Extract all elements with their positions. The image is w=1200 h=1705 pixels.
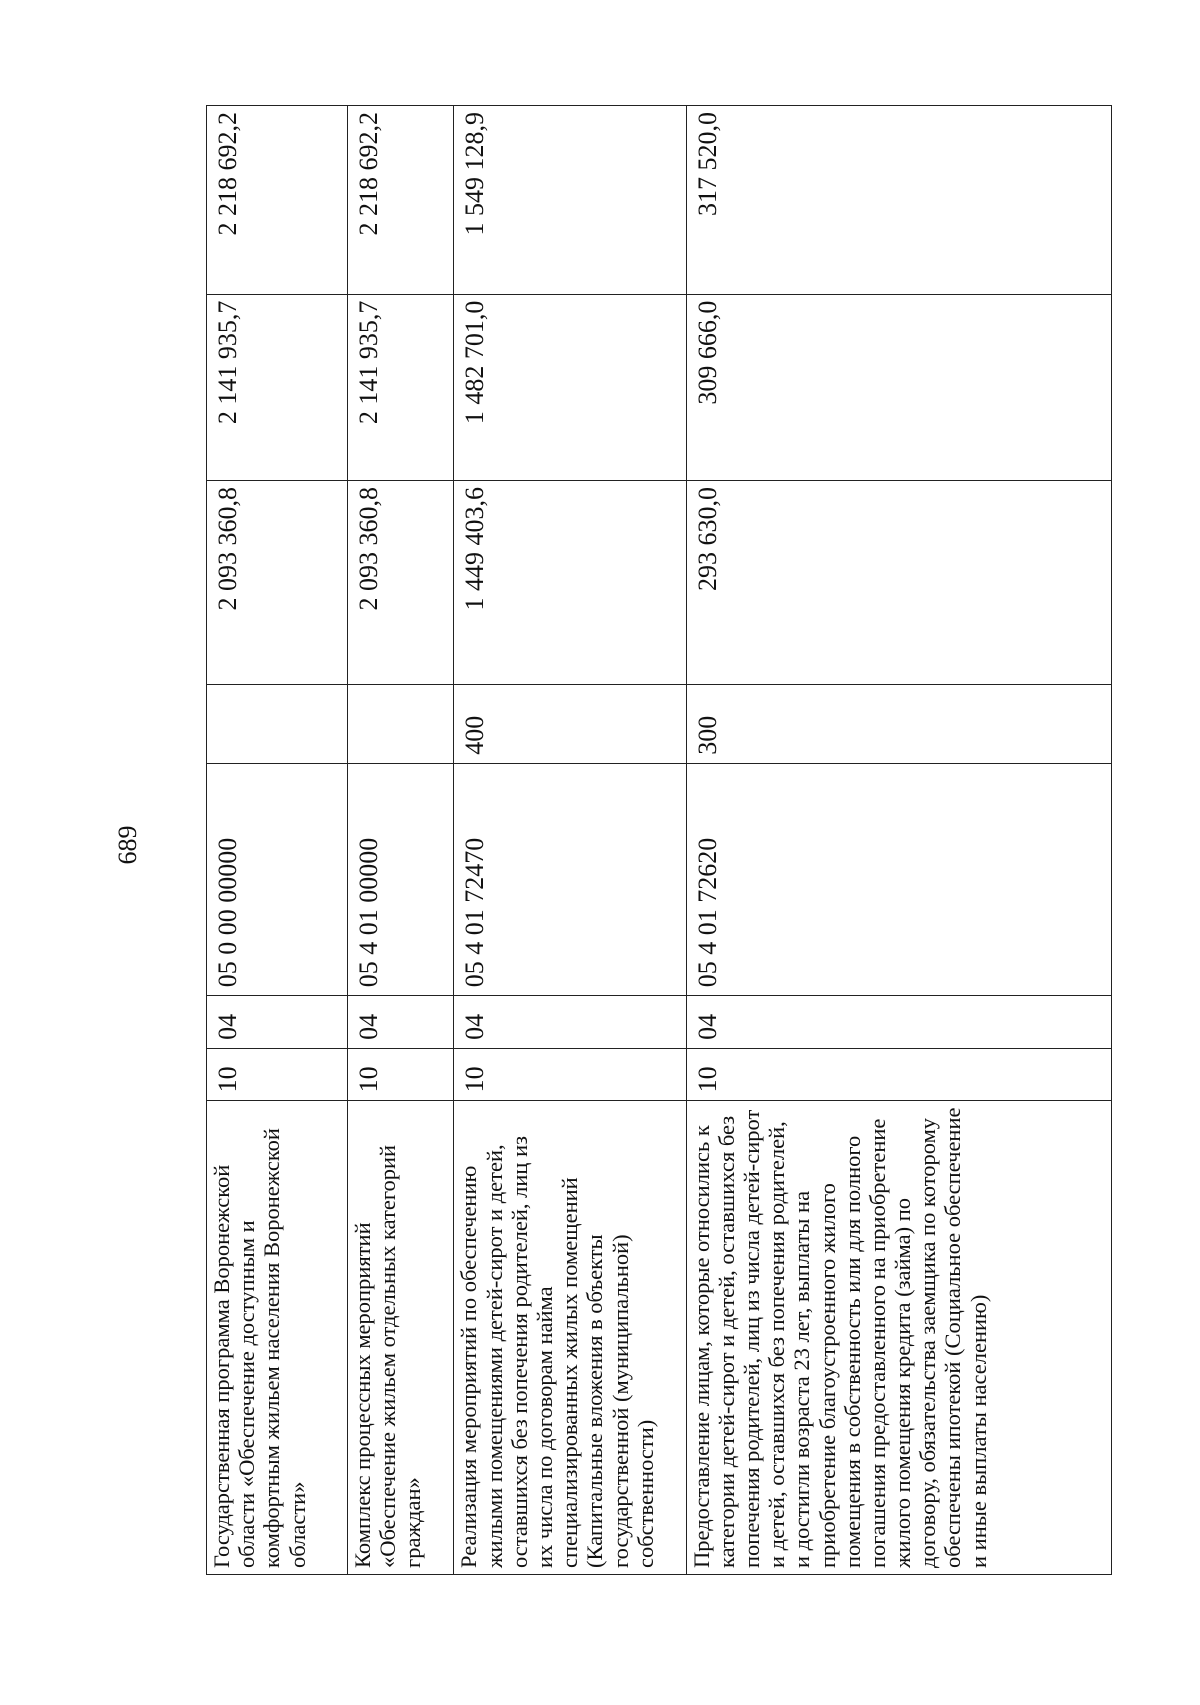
row-vr: 400 (454, 684, 686, 763)
row-description: Государственная программа Воронежской области «Обеспечение доступным и комфортным жильем населения Воронежской области» (207, 1101, 348, 1575)
row-pr: 04 (207, 996, 348, 1049)
table-row (207, 106, 348, 1575)
row-sum-1: 293 630,0 (686, 480, 1111, 684)
row-sum-2: 1 482 701,0 (454, 294, 686, 480)
row-csr: 05 4 01 72470 (454, 763, 686, 995)
row-description: Предоставление лицам, которые относились к категории детей-сирот и детей, оставшихся без попечения родителей, лиц из числа детей-сирот и детей, оставшихся без попечения родителей, и достигли возраста 23 лет, выплаты на приобретение благоустроенного жилого помещения в собственность или для полного погашения предоставленного на приобретение жилого помещения кредита (займа) по договору, обязательства заемщика по которому обеспечены ипотекой (Социальное обеспечение и иные выплаты населению) (686, 1101, 1111, 1575)
row-sum-2: 2 141 935,7 (348, 294, 454, 480)
page-number: 689 (113, 825, 142, 865)
table-row (454, 106, 686, 1575)
row-pr: 04 (454, 996, 686, 1049)
row-sum-2: 309 666,0 (686, 294, 1111, 480)
budget-table-container (206, 105, 1112, 1575)
row-rz: 10 (454, 1048, 686, 1101)
row-rz: 10 (348, 1048, 454, 1101)
row-sum-2: 2 141 935,7 (207, 294, 348, 480)
row-csr: 05 4 01 00000 (348, 763, 454, 995)
row-rz: 10 (686, 1048, 1111, 1101)
row-sum-3: 2 218 692,2 (207, 106, 348, 295)
row-vr (207, 684, 348, 763)
table-row (686, 106, 1111, 1575)
budget-table (206, 105, 1112, 1575)
row-pr: 04 (348, 996, 454, 1049)
row-description: Комплекс процессных мероприятий «Обеспечение жильем отдельных категорий граждан» (348, 1101, 454, 1575)
row-sum-3: 317 520,0 (686, 106, 1111, 295)
row-pr: 04 (686, 996, 1111, 1049)
row-sum-1: 2 093 360,8 (207, 480, 348, 684)
row-csr: 05 4 01 72620 (686, 763, 1111, 995)
row-sum-3: 1 549 128,9 (454, 106, 686, 295)
table-row (348, 106, 454, 1575)
row-rz: 10 (207, 1048, 348, 1101)
row-sum-3: 2 218 692,2 (348, 106, 454, 295)
row-vr (348, 684, 454, 763)
row-csr: 05 0 00 00000 (207, 763, 348, 995)
row-sum-1: 1 449 403,6 (454, 480, 686, 684)
row-description: Реализация мероприятий по обеспечению жилыми помещениями детей-сирот и детей, оставшихся без попечения родителей, лиц из их числа по договорам найма специализированных жилых помещений (Капитальные вложения в объекты государственной (муниципальной) собственности) (454, 1101, 686, 1575)
row-sum-1: 2 093 360,8 (348, 480, 454, 684)
row-vr: 300 (686, 684, 1111, 763)
